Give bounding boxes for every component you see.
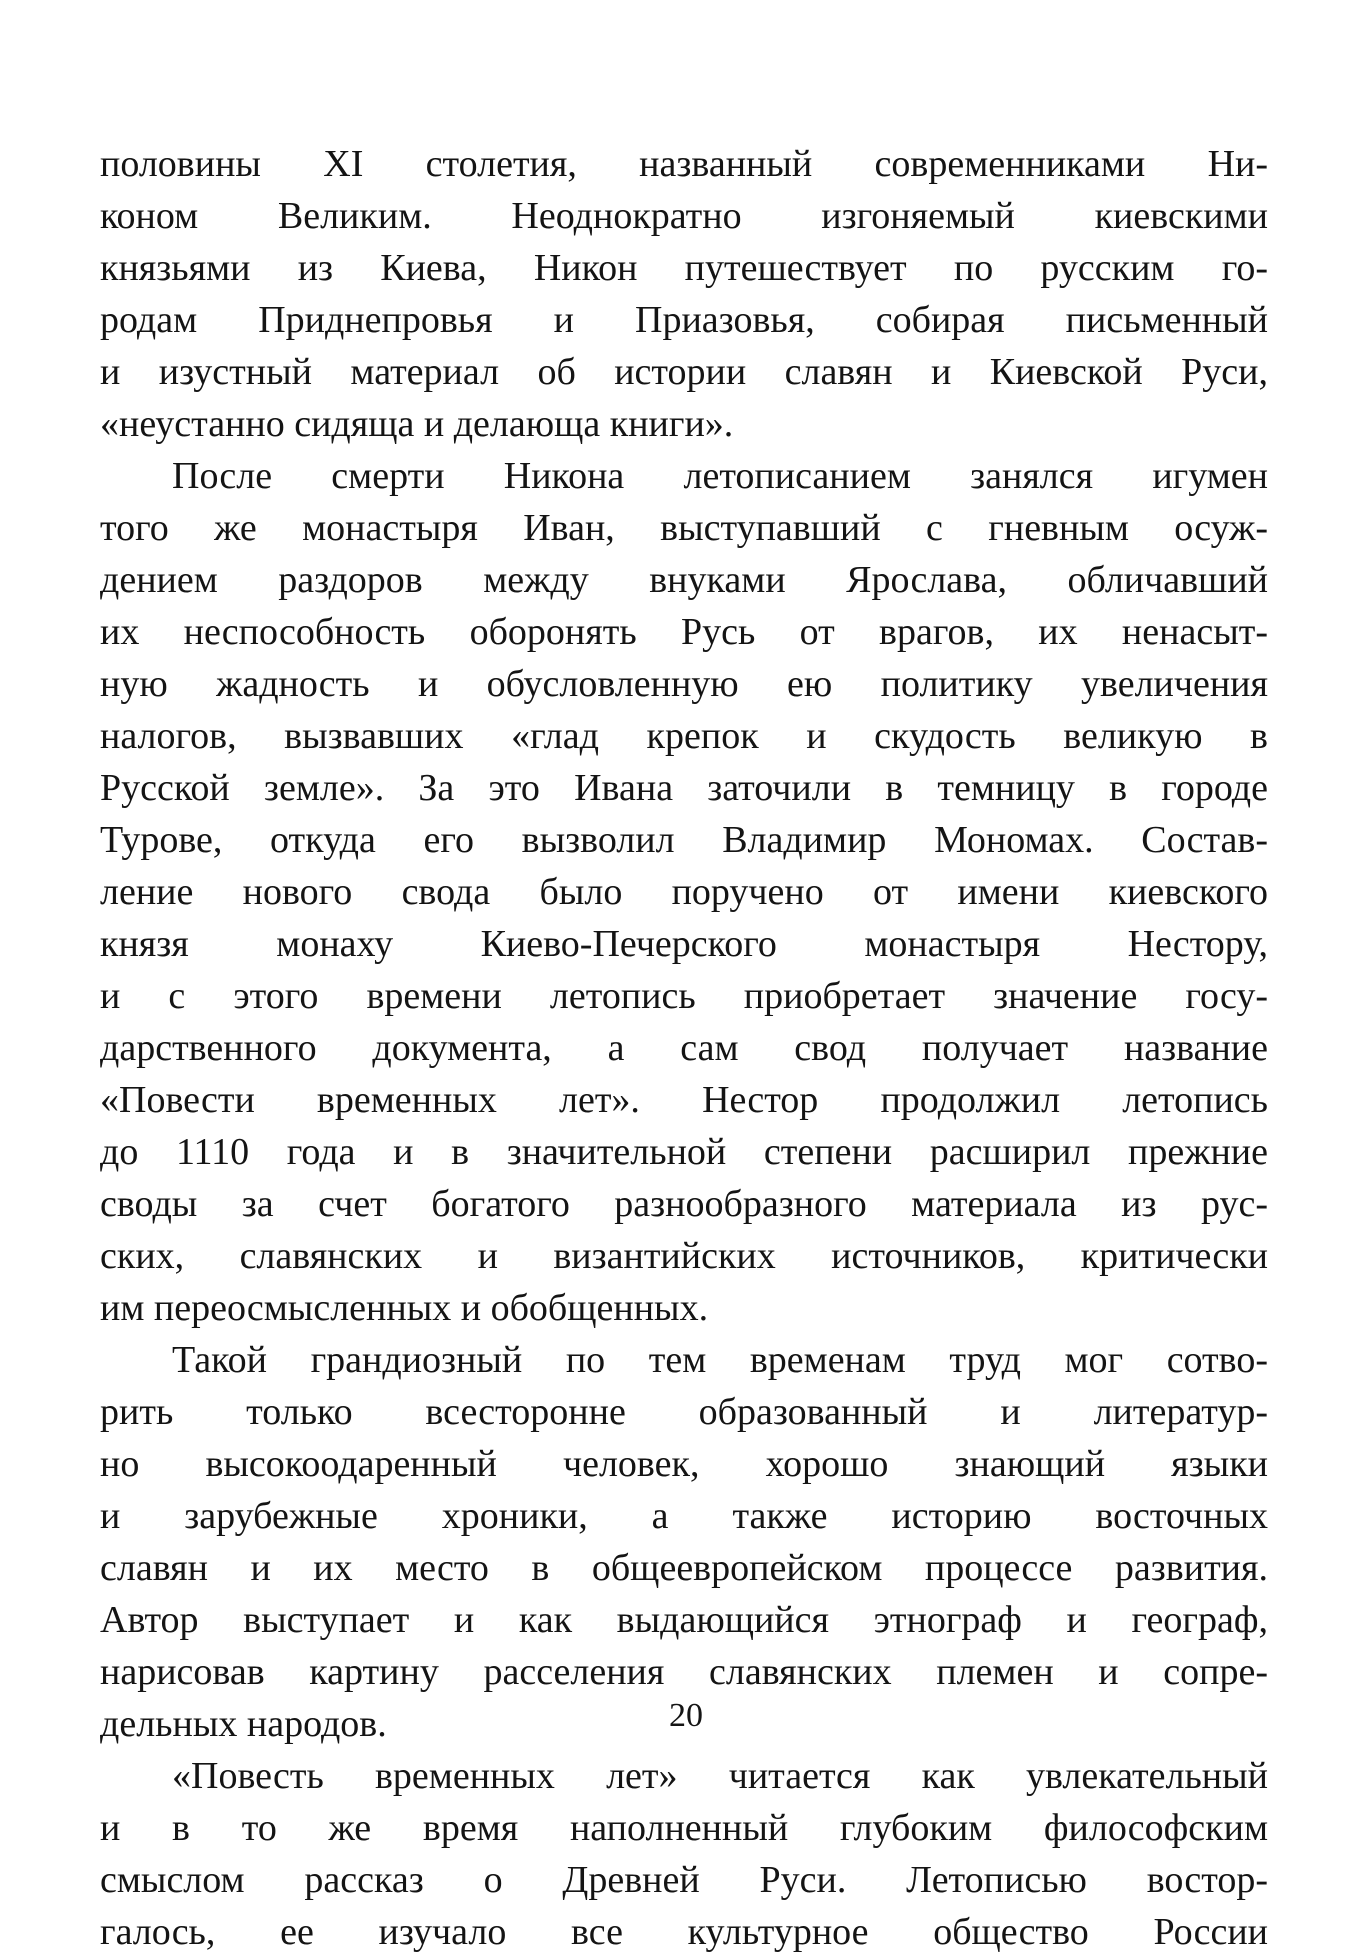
text-line: и с этого времени летопись приобретает значение госу-	[100, 975, 1268, 1017]
text-line: ление нового свода было поручено от имени киевского	[100, 871, 1268, 913]
text-line: до 1110 года и в значительной степени расширил прежние	[100, 1131, 1268, 1173]
text-line: коном Великим. Неоднократно изгоняемый киевскими	[100, 195, 1268, 237]
text-line: им переосмысленных и обобщенных.	[100, 1287, 709, 1329]
text-line: половины XI столетия, названный современниками Ни-	[100, 143, 1268, 185]
text-line: рить только всесторонне образованный и литератур-	[100, 1391, 1268, 1433]
text-line: смыслом рассказ о Древней Руси. Летописью востор-	[100, 1859, 1268, 1901]
text-line: родам Приднепровья и Приазовья, собирая письменный	[100, 299, 1268, 341]
text-line: Такой грандиозный по тем временам труд мог сотво-	[172, 1339, 1268, 1381]
text-line: «Повести временных лет». Нестор продолжил летопись	[100, 1079, 1268, 1121]
text-line: нарисовав картину расселения славянских племен и сопре-	[100, 1651, 1268, 1693]
page-number: 20	[669, 1697, 703, 1734]
paragraph	[100, 1334, 1268, 1750]
body-text	[100, 138, 1268, 1958]
text-line: князьями из Киева, Никон путешествует по русским го-	[100, 247, 1268, 289]
text-line: их неспособность оборонять Русь от врагов, их ненасыт-	[100, 611, 1268, 653]
text-line: ную жадность и обусловленную ею политику увеличения	[100, 663, 1268, 705]
text-line: налогов, вызвавших «глад крепок и скудость великую в	[100, 715, 1268, 757]
paragraph	[100, 138, 1268, 450]
text-line: Турове, откуда его вызволил Владимир Мономах. Состав-	[100, 819, 1268, 861]
text-line: галось, ее изучало все культурное общество России	[100, 1911, 1268, 1953]
text-line: дельных народов.	[100, 1703, 387, 1745]
text-line: ских, славянских и византийских источников, критически	[100, 1235, 1268, 1277]
text-line: того же монастыря Иван, выступавший с гневным осуж-	[100, 507, 1268, 549]
text-line: но высокоодаренный человек, хорошо знающий языки	[100, 1443, 1268, 1485]
text-line: славян и их место в общеевропейском процессе развития.	[100, 1547, 1268, 1589]
text-line: После смерти Никона летописанием занялся игумен	[172, 455, 1268, 497]
text-line: дением раздоров между внуками Ярослава, обличавший	[100, 559, 1268, 601]
text-line: и в то же время наполненный глубоким философским	[100, 1807, 1268, 1849]
text-line: дарственного документа, а сам свод получает название	[100, 1027, 1268, 1069]
text-line: своды за счет богатого разнообразного материала из рус-	[100, 1183, 1268, 1225]
text-line: «неустанно сидяща и делающа книги».	[100, 403, 734, 445]
text-line: Автор выступает и как выдающийся этнограф и географ,	[100, 1599, 1268, 1641]
paragraph	[100, 1750, 1268, 1958]
text-line: и изустный материал об истории славян и Киевской Руси,	[100, 351, 1268, 393]
text-line: «Повесть временных лет» читается как увлекательный	[172, 1755, 1268, 1797]
text-line: и зарубежные хроники, а также историю восточных	[100, 1495, 1268, 1537]
paragraph	[100, 450, 1268, 1334]
text-line: князя монаху Киево-Печерского монастыря Нестору,	[100, 923, 1268, 965]
text-line: Русской земле». За это Ивана заточили в темницу в городе	[100, 767, 1268, 809]
